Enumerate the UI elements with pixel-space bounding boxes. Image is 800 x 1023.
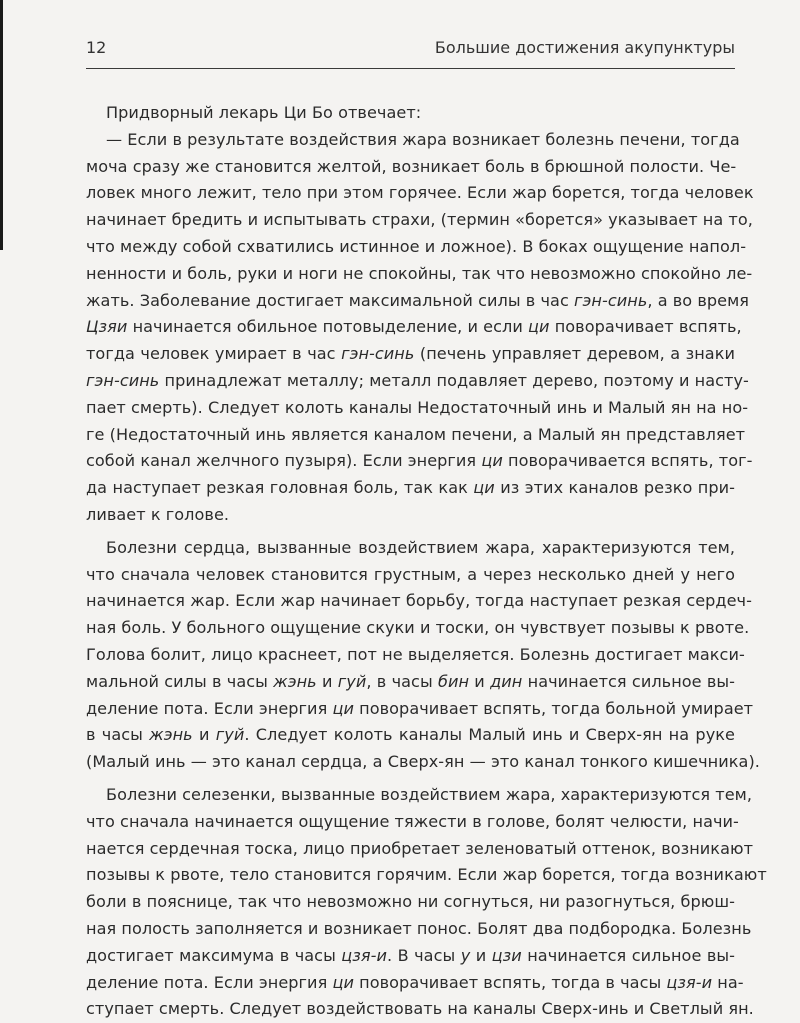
text-run: ная полость заполняется и возникает понос. Болят два подбородка. Болезнь (86, 918, 752, 938)
text-line (86, 207, 753, 234)
text-run: , в часы (366, 671, 438, 691)
text-run: ступает смерть. Следует воздействовать на каналы Сверх-инь и Светлый ян. (86, 999, 754, 1019)
text-line (86, 475, 735, 502)
scan-edge-shadow (0, 0, 3, 250)
text-line (86, 782, 753, 809)
text-line (86, 180, 754, 207)
text-run: — Если в результате воздействия жара возникает болезнь печени, тогда (106, 129, 740, 149)
text-line (86, 862, 767, 889)
text-run: собой канал желчного пузыря). Если энергия (86, 451, 482, 471)
text-run: пает смерть). Следует колоть каналы Недостаточный инь и Малый ян на но- (86, 397, 749, 417)
text-run: ловек много лежит, тело при этом горячее. Если жар борется, тогда человек (86, 183, 754, 203)
text-run: ге (Недостаточный инь является каналом печени, а Малый ян представляет (86, 424, 746, 444)
italic-term: гуй (337, 671, 367, 691)
text-line (86, 100, 735, 127)
text-run: и (192, 725, 216, 745)
italic-term: цзя-и (666, 972, 713, 992)
text-line (86, 154, 735, 181)
italic-term: гэн-синь (86, 370, 160, 390)
text-run: деление пота. Если энергия (86, 972, 333, 992)
text-run: нается сердечная тоска, лицо приобретает зеленоватый оттенок, возникают (86, 838, 754, 858)
text-line (86, 127, 740, 154)
text-line (86, 916, 752, 943)
text-run: начинается сильное вы- (522, 671, 736, 691)
paragraph (86, 127, 754, 529)
text-run: Болезни селезенки, вызванные воздействием жара, характеризуются тем, (106, 784, 753, 804)
italic-term: ци (528, 317, 550, 337)
text-line (86, 422, 746, 449)
italic-term: гэн-синь (574, 290, 648, 310)
text-line (86, 314, 742, 341)
text-run: поворачивает вспять, тогда больной умирает (353, 698, 754, 718)
text-line (86, 588, 752, 615)
text-run: ненности и боль, руки и ноги не спокойны, так что невозможно спокойно ле- (86, 263, 753, 283)
text-run: жать. Заболевание достигает максимальной силы в час (86, 290, 575, 310)
text-line (86, 288, 750, 315)
italic-term: жэнь (149, 725, 193, 745)
text-line (86, 889, 735, 916)
body-text (86, 100, 767, 1023)
text-run: . В часы (386, 945, 461, 965)
text-line (86, 368, 749, 395)
text-run: начинает бредить и испытывать страхи, (термин «борется» указывает на то, (86, 210, 753, 230)
page-number: 12 (86, 38, 107, 57)
text-line (86, 341, 735, 368)
italic-term: гуй (215, 725, 245, 745)
text-run: начинается жар. Если жар начинает борьбу, тогда наступает резкая сердеч- (86, 591, 752, 611)
text-line (86, 234, 747, 261)
text-line (86, 642, 745, 669)
paragraph (86, 782, 767, 1023)
text-line (86, 996, 754, 1023)
text-line (86, 395, 749, 422)
italic-term: Цзяи (86, 317, 128, 337)
text-line (86, 696, 754, 723)
text-run: принадлежат металлу; металл подавляет дерево, поэтому и насту- (159, 370, 749, 390)
text-line (86, 970, 744, 997)
text-run: Голова болит, лицо краснеет, пот не выделяется. Болезнь достигает макси- (86, 644, 745, 664)
italic-term: ци (473, 478, 495, 498)
italic-term: гэн-синь (341, 344, 415, 364)
text-run: поворачивает вспять, тогда в часы (353, 972, 667, 992)
text-run: Придворный лекарь Ци Бо отвечает: (106, 103, 422, 122)
text-line (86, 836, 754, 863)
page-header (86, 34, 735, 69)
text-run: . Следует колоть каналы Малый инь и Сверх-ян на руке (244, 725, 735, 745)
italic-term: дин (490, 671, 523, 691)
text-run: в часы (86, 725, 150, 745)
italic-term: ци (332, 972, 354, 992)
text-line (86, 615, 750, 642)
text-run: поворачивает вспять, (549, 317, 742, 337)
text-run: (Малый инь — это канал сердца, а Сверх-ян — это канал тонкого кишечника). (86, 752, 760, 772)
running-title: Большие достижения акупунктуры (434, 38, 735, 57)
italic-term: цзи (491, 945, 522, 965)
text-line (86, 943, 735, 970)
italic-term: у (460, 945, 471, 965)
text-run: боли в пояснице, так что невозможно ни согнуться, ни разогнуться, брюш- (86, 892, 735, 912)
text-run: деление пота. Если энергия (86, 698, 333, 718)
text-line (86, 502, 735, 529)
text-run: поворачивается вспять, тог- (502, 451, 753, 471)
text-line (86, 448, 753, 475)
text-run: да наступает резкая головная боль, так как (86, 478, 474, 498)
text-run: что сначала начинается ощущение тяжести в голове, болят челюсти, начи- (86, 811, 739, 831)
italic-term: ци (332, 698, 354, 718)
text-run: Болезни сердца, вызванные воздействием жара, характеризуются тем, (106, 537, 735, 557)
italic-term: ци (481, 451, 503, 471)
text-run: и (316, 671, 338, 691)
text-run: и (469, 671, 491, 691)
text-run: начинается сильное вы- (521, 945, 735, 965)
text-run: , а во время (647, 290, 750, 310)
text-run: мальной силы в часы (86, 671, 274, 691)
text-line (86, 261, 753, 288)
text-run: на- (712, 972, 744, 992)
text-run: и (470, 945, 492, 965)
text-line (86, 809, 739, 836)
italic-term: цзя-и (341, 945, 387, 965)
text-run: что между собой схватились истинное и ложное). В боках ощущение напол- (86, 236, 747, 256)
text-line (86, 562, 735, 589)
text-line (86, 669, 735, 696)
italic-term: бин (437, 671, 470, 691)
text-run: что сначала человек становится грустным, а через несколько дней у него (86, 564, 735, 584)
paragraph (86, 535, 760, 776)
italic-term: жэнь (273, 671, 317, 691)
text-run: из этих каналов резко при- (494, 478, 735, 498)
text-run: начинается обильное потовыделение, и если (127, 317, 529, 337)
text-run: ливает к голове. (86, 504, 230, 524)
paragraph (86, 100, 735, 127)
text-run: позывы к рвоте, тело становится горячим. Если жар борется, тогда возникают (86, 865, 767, 885)
text-line (86, 749, 760, 776)
text-run: ная боль. У больного ощущение скуки и тоски, он чувствует позывы к рвоте. (86, 618, 750, 638)
text-run: тогда человек умирает в час (86, 344, 342, 364)
text-run: (печень управляет деревом, а знаки (414, 344, 735, 364)
text-line (86, 722, 735, 749)
text-line (86, 535, 735, 562)
text-run: достигает максимума в часы (86, 945, 342, 965)
text-run: моча сразу же становится желтой, возникает боль в брюшной полости. Че- (86, 156, 737, 176)
